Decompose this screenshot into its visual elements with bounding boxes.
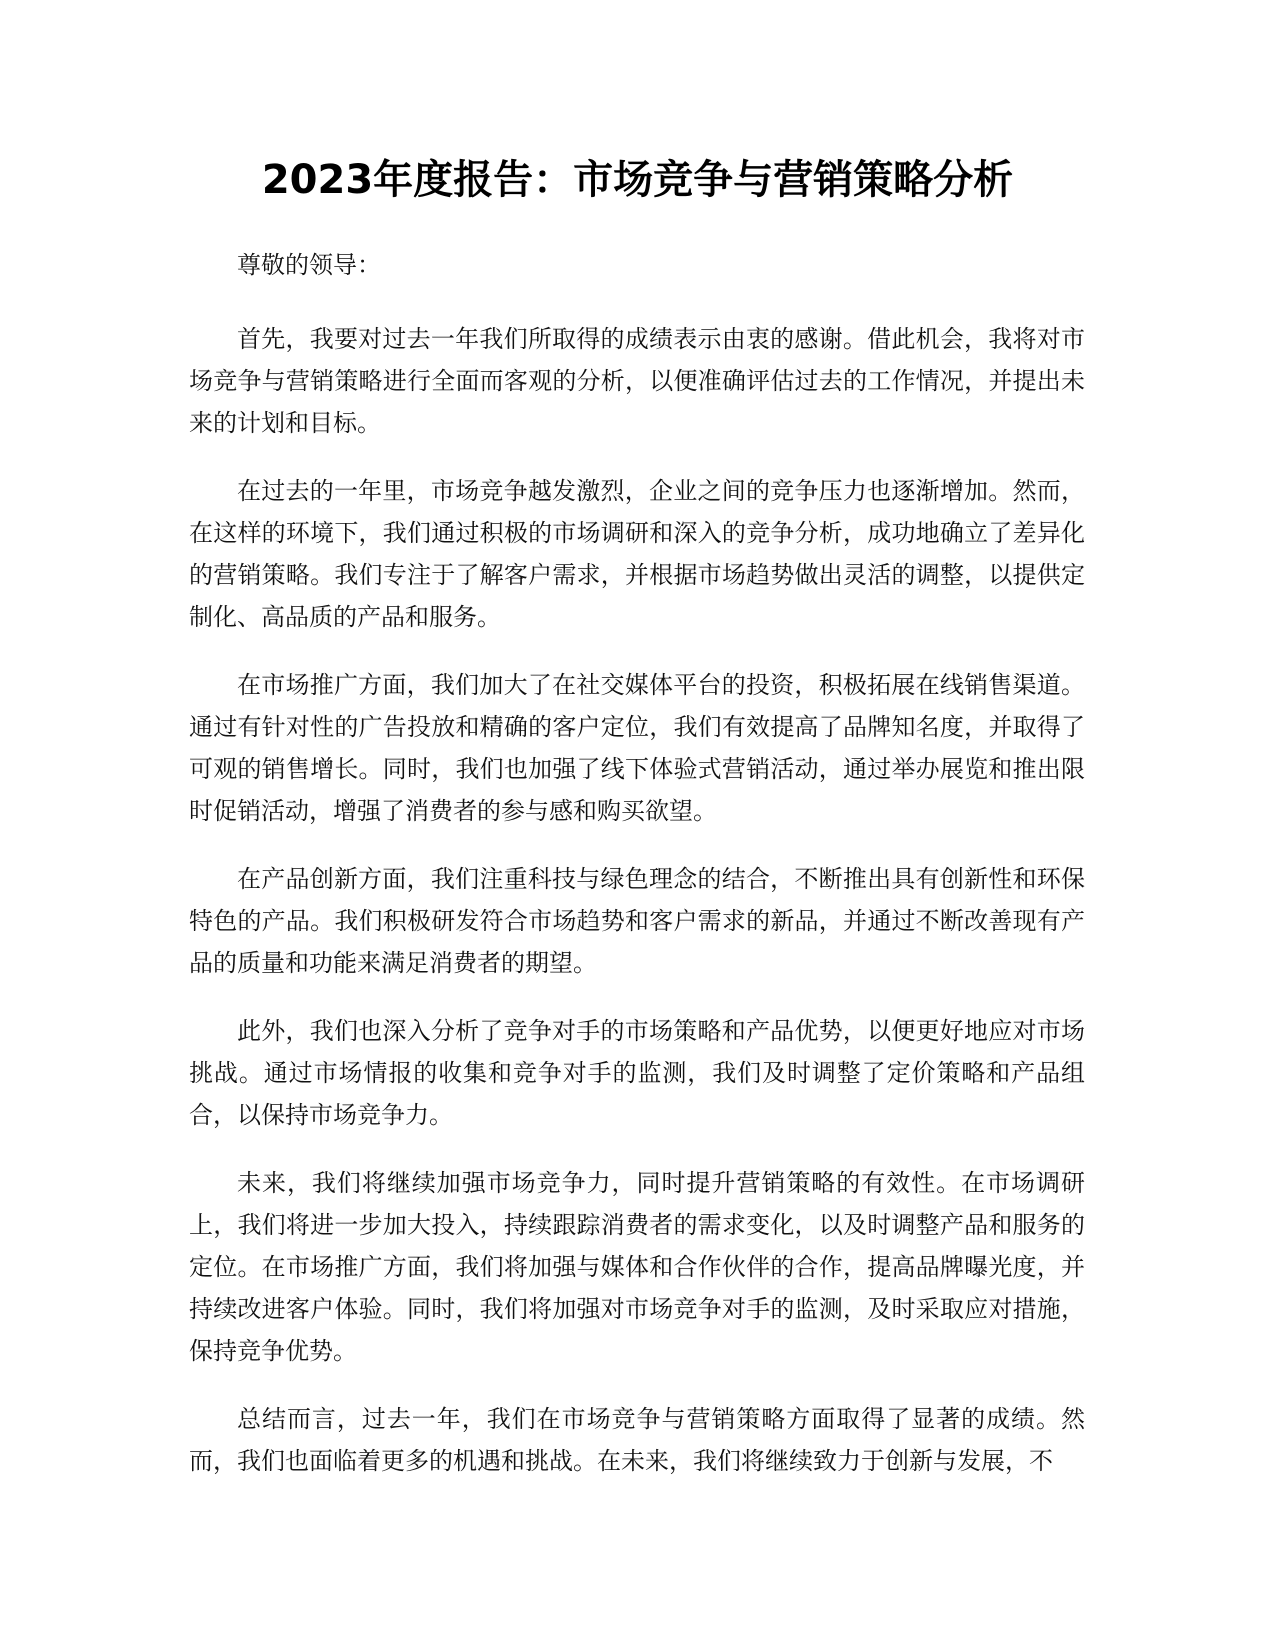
marketing-promotion-paragraph: 在市场推广方面，我们加大了在社交媒体平台的投资，积极拓展在线销售渠道。通过有针对性的广告投放和精确的客户定位，我们有效提高了品牌知名度，并取得了可观的销售增长。同时，我们也加强了线下体验式营销活动，通过举办展览和推出限时促销活动，增强了消费者的参与感和购买欲望。 — [189, 671, 1085, 825]
market-competition-paragraph: 在过去的一年里，市场竞争越发激烈，企业之间的竞争压力也逐渐增加。然而，在这样的环境下，我们通过积极的市场调研和深入的竞争分析，成功地确立了差异化的营销策略。我们专注于了解客户需求，并根据市场趋势做出灵活的调整，以提供定制化、高品质的产品和服务。 — [189, 477, 1085, 631]
salutation-paragraph: 尊敬的领导： — [237, 251, 381, 279]
product-innovation-paragraph: 在产品创新方面，我们注重科技与绿色理念的结合，不断推出具有创新性和环保特色的产品。我们积极研发符合市场趋势和客户需求的新品，并通过不断改善现有产品的质量和功能来满足消费者的期望。 — [189, 865, 1085, 977]
intro-paragraph: 首先，我要对过去一年我们所取得的成绩表示由衷的感谢。借此机会，我将对市场竞争与营销策略进行全面而客观的分析，以便准确评估过去的工作情况，并提出未来的计划和目标。 — [189, 325, 1085, 437]
competitor-analysis-paragraph: 此外，我们也深入分析了竞争对手的市场策略和产品优势，以便更好地应对市场挑战。通过市场情报的收集和竞争对手的监测，我们及时调整了定价策略和产品组合，以保持市场竞争力。 — [189, 1017, 1085, 1129]
document-body — [189, 244, 1085, 1508]
future-plan-paragraph: 未来，我们将继续加强市场竞争力，同时提升营销策略的有效性。在市场调研上，我们将进一步加大投入，持续跟踪消费者的需求变化，以及时调整产品和服务的定位。在市场推广方面，我们将加强与媒体和合作伙伴的合作，提高品牌曝光度，并持续改进客户体验。同时，我们将加强对市场竞争对手的监测，及时采取应对措施，保持竞争优势。 — [189, 1169, 1085, 1365]
summary-paragraph: 总结而言，过去一年，我们在市场竞争与营销策略方面取得了显著的成绩。然而，我们也面临着更多的机遇和挑战。在未来，我们将继续致力于创新与发展，不 — [189, 1405, 1085, 1475]
document-title: 2023年度报告：市场竞争与营销策略分析 — [261, 157, 1014, 203]
